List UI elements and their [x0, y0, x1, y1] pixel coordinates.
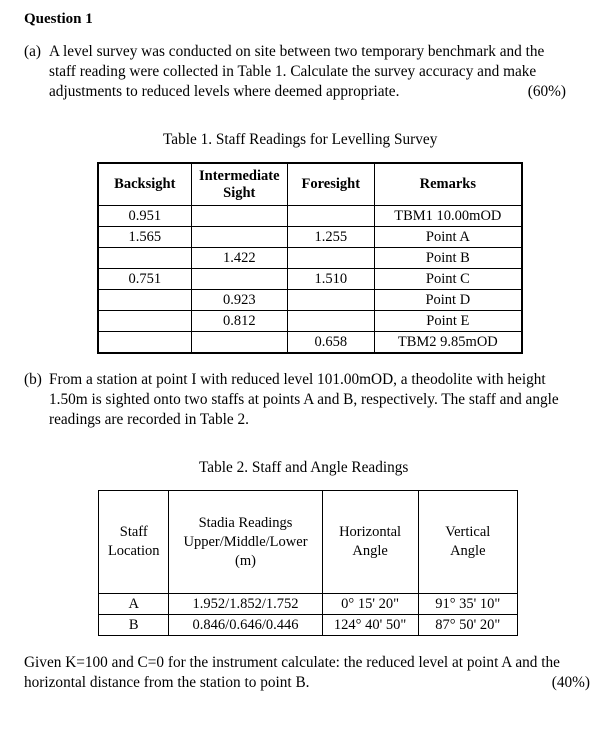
cell-remarks: Point D	[374, 290, 522, 311]
staff-angle-table	[98, 490, 518, 636]
cell-foresight: 1.255	[287, 227, 374, 248]
header-vertical-angle: Vertical Angle	[418, 491, 517, 594]
table-header-row	[98, 163, 522, 206]
table-row	[98, 311, 522, 332]
cell-stadia: 1.952/1.852/1.752	[169, 594, 322, 615]
header-foresight: Foresight	[287, 163, 374, 206]
cell-remarks: TBM1 10.00mOD	[374, 206, 522, 227]
cell-horizontal-angle: 0° 15' 20"	[322, 594, 418, 615]
header-intermediate-sight: Intermediate Sight	[191, 163, 287, 206]
question-title: Question 1	[24, 11, 93, 27]
cell-vertical-angle: 91° 35' 10"	[418, 594, 517, 615]
cell-location: A	[99, 594, 169, 615]
part-b-line-2: 1.50m is sighted onto two staffs at points A and B, respectively. The staff and angle	[49, 391, 559, 408]
cell-backsight	[98, 248, 191, 269]
table2-caption: Table 2. Staff and Angle Readings	[199, 459, 409, 476]
cell-backsight: 0.951	[98, 206, 191, 227]
part-c-text	[24, 653, 594, 693]
cell-foresight	[287, 206, 374, 227]
part-c-line-1: Given K=100 and C=0 for the instrument calculate: the reduced level at point A and the	[24, 654, 560, 671]
cell-backsight: 1.565	[98, 227, 191, 248]
header-horizontal-angle: Horizontal Angle	[322, 491, 418, 594]
table-row	[98, 248, 522, 269]
part-a-text	[24, 42, 594, 102]
table-row	[99, 615, 518, 636]
cell-backsight: 0.751	[98, 269, 191, 290]
cell-intermediate: 0.812	[191, 311, 287, 332]
table1-caption: Table 1. Staff Readings for Levelling Survey	[163, 131, 438, 148]
table-row	[98, 290, 522, 311]
part-b-text	[24, 370, 594, 430]
cell-foresight	[287, 248, 374, 269]
part-b-label: (b)	[24, 371, 42, 388]
cell-intermediate	[191, 269, 287, 290]
header-backsight: Backsight	[98, 163, 191, 206]
cell-remarks: Point E	[374, 311, 522, 332]
part-a-line-3: adjustments to reduced levels where deemed appropriate.	[49, 83, 400, 100]
cell-foresight: 0.658	[287, 332, 374, 354]
table-row	[98, 227, 522, 248]
cell-remarks: Point A	[374, 227, 522, 248]
cell-intermediate	[191, 227, 287, 248]
cell-location: B	[99, 615, 169, 636]
part-a-label: (a)	[24, 43, 41, 60]
part-c-line-2: horizontal distance from the station to point B.	[24, 674, 310, 691]
cell-intermediate: 0.923	[191, 290, 287, 311]
cell-foresight	[287, 290, 374, 311]
cell-foresight	[287, 311, 374, 332]
part-c-marks: (40%)	[551, 674, 590, 691]
table-row	[98, 332, 522, 354]
levelling-table	[97, 162, 523, 354]
table-row	[98, 206, 522, 227]
cell-intermediate	[191, 206, 287, 227]
part-b-line-3: readings are recorded in Table 2.	[49, 411, 249, 428]
cell-vertical-angle: 87° 50' 20"	[418, 615, 517, 636]
cell-remarks: Point C	[374, 269, 522, 290]
cell-intermediate: 1.422	[191, 248, 287, 269]
cell-stadia: 0.846/0.646/0.446	[169, 615, 322, 636]
header-staff-location: Staff Location	[99, 491, 169, 594]
header-remarks: Remarks	[374, 163, 522, 206]
cell-backsight	[98, 290, 191, 311]
cell-remarks: TBM2 9.85mOD	[374, 332, 522, 354]
part-a-marks: (60%)	[527, 83, 566, 100]
part-a-line-2: staff reading were collected in Table 1. Calculate the survey accuracy and make	[49, 63, 537, 80]
table-row	[98, 269, 522, 290]
table-header-row	[99, 491, 518, 594]
part-a-line-1: A level survey was conducted on site between two temporary benchmark and the	[49, 43, 545, 60]
cell-foresight: 1.510	[287, 269, 374, 290]
cell-horizontal-angle: 124° 40' 50"	[322, 615, 418, 636]
part-b-line-1: From a station at point I with reduced level 101.00mOD, a theodolite with height	[49, 371, 546, 388]
cell-backsight	[98, 311, 191, 332]
cell-backsight	[98, 332, 191, 354]
table-row	[99, 594, 518, 615]
cell-intermediate	[191, 332, 287, 354]
header-stadia-readings: Stadia Readings Upper/Middle/Lower (m)	[169, 491, 322, 594]
cell-remarks: Point B	[374, 248, 522, 269]
